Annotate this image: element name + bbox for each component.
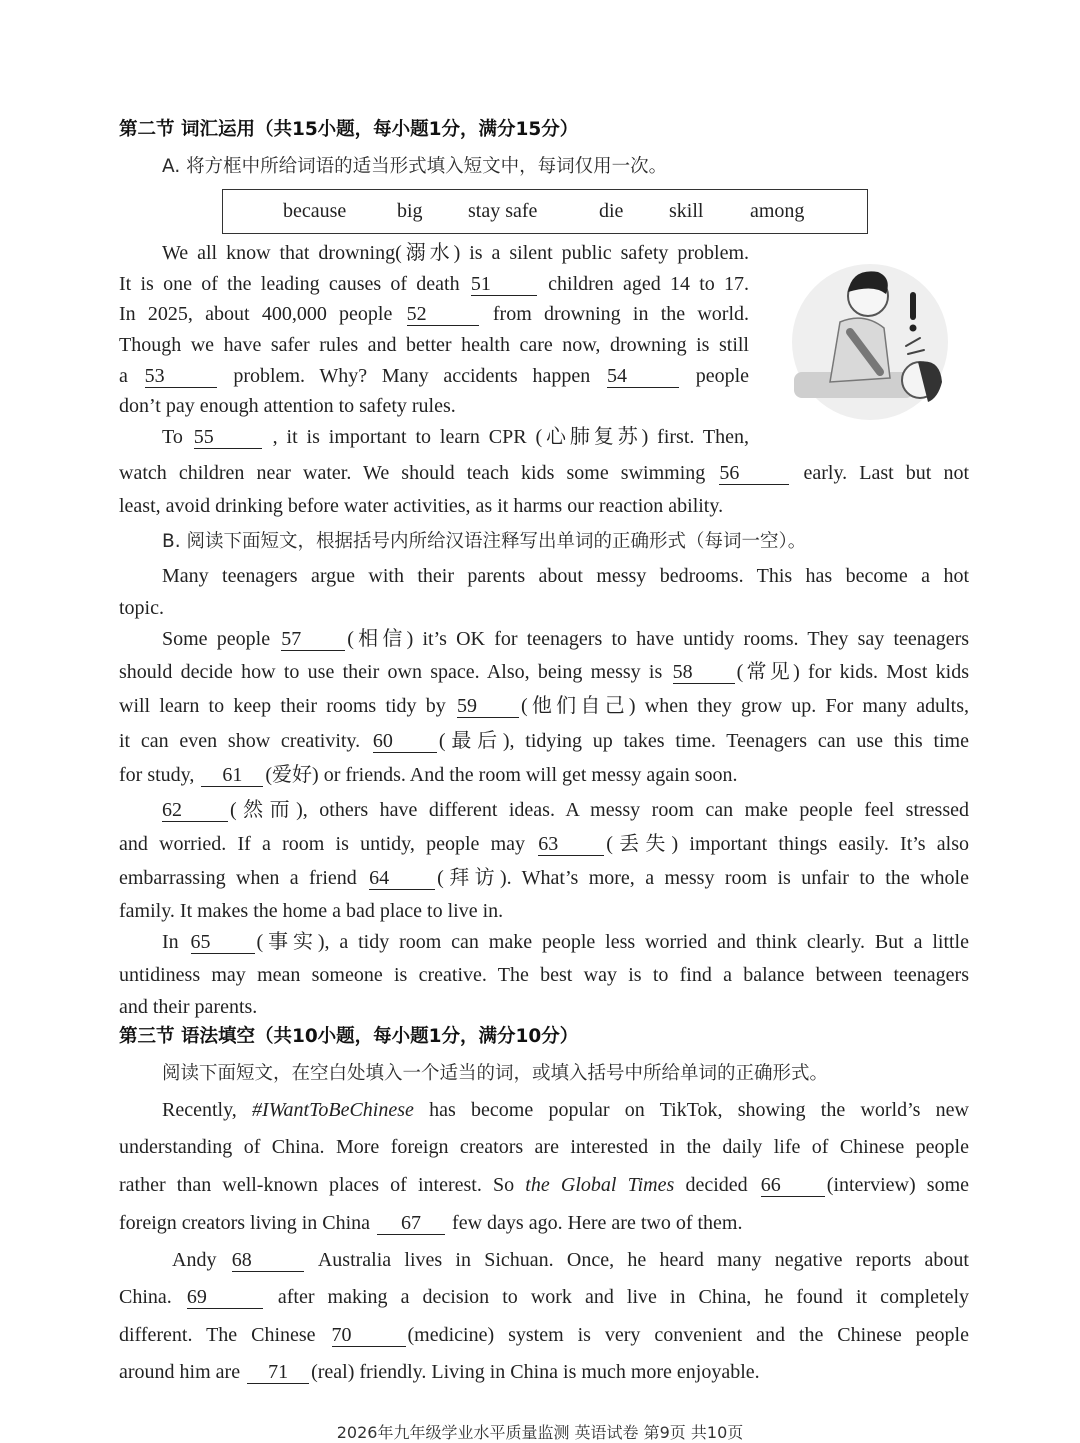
- passage-line: will learn to keep their rooms tidy by 59 (他们自己) when they grow up. For many adults,: [119, 695, 969, 717]
- blank-63[interactable]: 63: [538, 833, 604, 856]
- blank-67[interactable]: 67: [377, 1212, 445, 1235]
- passage-line: and their parents.: [119, 996, 258, 1018]
- passage-line: rather than well-known places of interest. So the Global Times decided 66 (interview) some: [119, 1174, 969, 1196]
- hashtag: #IWantToBeChinese: [252, 1099, 414, 1121]
- blank-69[interactable]: 69: [187, 1286, 263, 1309]
- word-box-item: big: [397, 200, 423, 222]
- passage-line: understanding of China. More foreign creators are interested in the daily life of Chinese people: [119, 1136, 969, 1158]
- blank-53[interactable]: 53: [145, 365, 217, 388]
- blank-61[interactable]: 61: [201, 764, 263, 787]
- exclamation-dot-icon: [910, 325, 917, 332]
- blank-64[interactable]: 64: [369, 867, 435, 890]
- passage-line: embarrassing when a friend 64 (拜访). What’s more, a messy room is unfair to the whole: [119, 867, 969, 889]
- passage-line: around him are 71 (real) friendly. Living in China is much more enjoyable.: [119, 1361, 760, 1383]
- blank-70[interactable]: 70: [332, 1324, 406, 1347]
- word-box-item: die: [599, 200, 624, 222]
- passage-line: least, avoid drinking before water activities, as it harms our reaction ability.: [119, 495, 724, 517]
- blank-51[interactable]: 51: [471, 273, 537, 296]
- passage-line: Recently, #IWantToBeChinese has become popular on TikTok, showing the world’s new: [162, 1099, 969, 1121]
- passage-line: It is one of the leading causes of death 51 children aged 14 to 17.: [119, 273, 750, 295]
- blank-55[interactable]: 55: [194, 426, 262, 449]
- passage-line: and worried. If a room is untidy, people may 63 (丢失) important things easily. It’s also: [119, 833, 970, 855]
- passage-line: foreign creators living in China 67 few days ago. Here are two of them.: [119, 1212, 743, 1234]
- passage-line: China. 69 after making a decision to work and live in China, he found it completely: [119, 1286, 969, 1308]
- passage-line: don’t pay enough attention to safety rules.: [119, 395, 456, 417]
- passage-line: In 2025, about 400,000 people 52 from drowning in the world.: [119, 303, 750, 325]
- passage-line: it can even show creativity. 60 (最后), tidying up takes time. Teenagers can use this time: [119, 730, 969, 752]
- passage-line: Andy 68 Australia lives in Sichuan. Once, he heard many negative reports about: [172, 1249, 969, 1271]
- blank-68[interactable]: 68: [232, 1249, 304, 1272]
- blank-54[interactable]: 54: [607, 365, 679, 388]
- blank-60[interactable]: 60: [373, 730, 437, 753]
- blank-65[interactable]: 65: [191, 931, 255, 954]
- passage-line: topic.: [119, 597, 164, 619]
- blank-56[interactable]: 56: [719, 462, 789, 485]
- word-box-item: stay safe: [468, 200, 538, 222]
- cpr-illustration: [790, 262, 950, 422]
- blank-52[interactable]: 52: [407, 303, 479, 326]
- passage-line: To 55 , it is important to learn CPR (心肺复苏) first. Then,: [162, 426, 750, 448]
- passage-line: 62 (然而), others have different ideas. A messy room can make people feel stressed: [162, 799, 969, 821]
- blank-57[interactable]: 57: [281, 628, 345, 651]
- blank-62[interactable]: 62: [162, 799, 228, 822]
- word-box-item: because: [283, 200, 347, 222]
- word-box-item: among: [750, 200, 805, 222]
- passage-line: family. It makes the home a bad place to live in.: [119, 900, 504, 922]
- word-box-item: skill: [669, 200, 704, 222]
- passage-line: Some people 57 (相信) it’s OK for teenagers to have untidy rooms. They say teenagers: [162, 628, 970, 650]
- part-a-instruction: A. 将方框中所给词语的适当形式填入短文中，每词仅用一次。: [162, 156, 668, 177]
- part-b-instruction: B. 阅读下面短文，根据括号内所给汉语注释写出单词的正确形式（每词一空）。: [162, 531, 807, 552]
- page-footer: 2026年九年级学业水平质量监测 英语试卷 第9页 共10页: [336, 1423, 744, 1442]
- word-box: [222, 189, 868, 234]
- passage-line: a 53 problem. Why? Many accidents happen 54 people: [119, 365, 750, 387]
- section-2-title: 第二节 词汇运用（共15小题，每小题1分，满分15分）: [119, 119, 579, 140]
- blank-71[interactable]: 71: [247, 1361, 309, 1384]
- passage-line: should decide how to use their own space. Also, being messy is 58 (常见) for kids. Most kids: [119, 661, 970, 683]
- passage-line: for study, 61 (爱好) or friends. And the room will get messy again soon.: [119, 764, 738, 786]
- passage-line: In 65 (事实), a tidy room can make people less worried and think clearly. But a little: [162, 931, 969, 953]
- passage-line: Though we have safer rules and better health care now, drowning is still: [119, 334, 749, 356]
- passage-line: untidiness may mean someone is creative. The best way is to find a balance between teenagers: [119, 964, 969, 986]
- section-3-instruction: 阅读下面短文，在空白处填入一个适当的词，或填入括号中所给单词的正确形式。: [162, 1063, 829, 1084]
- passage-line: Many teenagers argue with their parents about messy bedrooms. This has become a hot: [162, 565, 969, 587]
- newspaper-name: the Global Times: [525, 1174, 675, 1196]
- passage-line: We all know that drowning(溺水) is a silent public safety problem.: [162, 242, 749, 264]
- blank-66[interactable]: 66: [761, 1174, 825, 1197]
- section-3-title: 第三节 语法填空（共10小题，每小题1分，满分10分）: [119, 1026, 579, 1047]
- exclamation-icon: [910, 292, 916, 320]
- blank-58[interactable]: 58: [673, 661, 735, 684]
- blank-59[interactable]: 59: [457, 695, 519, 718]
- passage-line: watch children near water. We should teach kids some swimming 56 early. Last but not: [119, 462, 970, 484]
- passage-line: different. The Chinese 70 (medicine) system is very convenient and the Chinese people: [119, 1324, 969, 1346]
